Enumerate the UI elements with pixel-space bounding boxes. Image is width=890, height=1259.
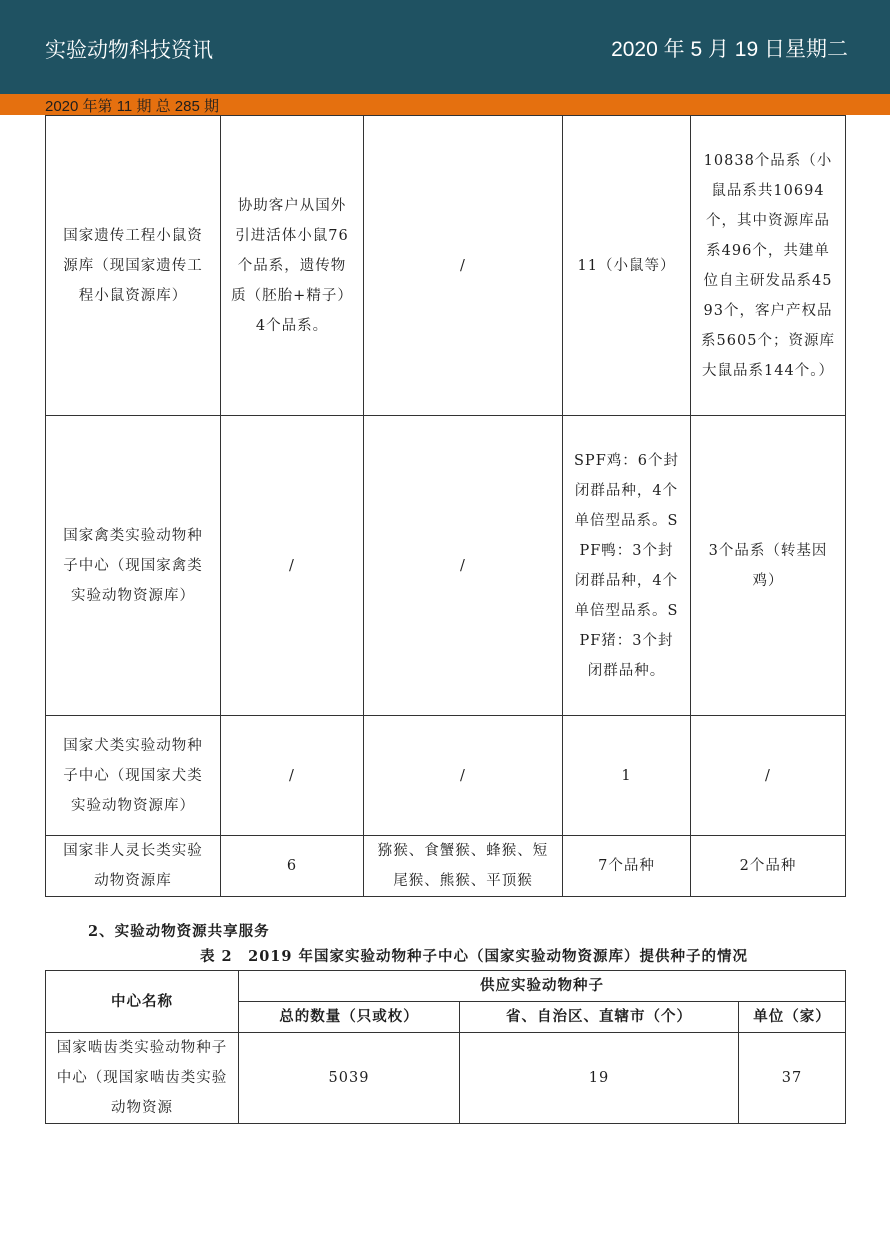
issue-bar (0, 94, 890, 115)
publication-date: 2020 年 5 月 19 日星期二 (611, 38, 848, 61)
resource-table-continued (45, 115, 846, 897)
table-row (46, 716, 846, 836)
table-cell: / (364, 416, 563, 716)
column-group-header: 供应实验动物种子 (239, 971, 846, 1002)
table-cell: 3个品系（转基因鸡） (691, 416, 846, 716)
table-cell: 2个品种 (691, 836, 846, 897)
table-header-row (46, 971, 846, 1002)
table-cell: / (221, 416, 364, 716)
table-cell: 11（小鼠等） (563, 116, 691, 416)
column-header: 中心名称 (46, 971, 239, 1033)
table-cell: 19 (460, 1033, 739, 1124)
table-cell: 37 (739, 1033, 846, 1124)
table-cell: 国家犬类实验动物种子中心（现国家犬类实验动物资源库） (46, 716, 221, 836)
section-heading: 2、实验动物资源共享服务 (88, 923, 270, 940)
table-row (46, 1033, 846, 1124)
table-cell: / (364, 716, 563, 836)
table-cell: SPF鸡：6个封闭群品种，4个单倍型品系。SPF鸭：3个封闭群品种，4个单倍型品系。SPF猪：3个封闭群品种。 (563, 416, 691, 716)
table-cell: 5039 (239, 1033, 460, 1124)
table-cell: 国家啮齿类实验动物种子中心（现国家啮齿类实验动物资源 (46, 1033, 239, 1124)
column-header: 省、自治区、直辖市（个） (460, 1002, 739, 1033)
table-cell: / (691, 716, 846, 836)
table-cell: 国家禽类实验动物种子中心（现国家禽类实验动物资源库） (46, 416, 221, 716)
table-cell: / (364, 116, 563, 416)
publication-title: 实验动物科技资讯 (45, 39, 213, 62)
issue-number: 2020 年第 11 期 总 285 期 (45, 98, 219, 115)
table-cell: 7个品种 (563, 836, 691, 897)
table-cell: 协助客户从国外引进活体小鼠76个品系，遗传物质（胚胎+精子）4个品系。 (221, 116, 364, 416)
table-row (46, 416, 846, 716)
seed-supply-table (45, 970, 846, 1124)
column-header: 单位（家） (739, 1002, 846, 1033)
table-row (46, 116, 846, 416)
table-cell: 国家非人灵长类实验动物资源库 (46, 836, 221, 897)
column-header: 总的数量（只或枚） (239, 1002, 460, 1033)
table-cell: 猕猴、食蟹猴、蜂猴、短尾猴、熊猴、平顶猴 (364, 836, 563, 897)
table-caption-text: 表 2 2019 年国家实验动物种子中心（国家实验动物资源库）提供种子的情况 (199, 948, 749, 965)
table-row (46, 836, 846, 897)
table-cell: 10838个品系（小鼠品系共10694个，其中资源库品系496个，共建单位自主研发品系4593个，客户产权品系5605个；资源库大鼠品系144个。） (691, 116, 846, 416)
table-caption (0, 945, 890, 966)
table-cell: 国家遗传工程小鼠资源库（现国家遗传工程小鼠资源库） (46, 116, 221, 416)
table-cell: 6 (221, 836, 364, 897)
page-header (0, 0, 890, 94)
table-cell: / (221, 716, 364, 836)
table-cell: 1 (563, 716, 691, 836)
